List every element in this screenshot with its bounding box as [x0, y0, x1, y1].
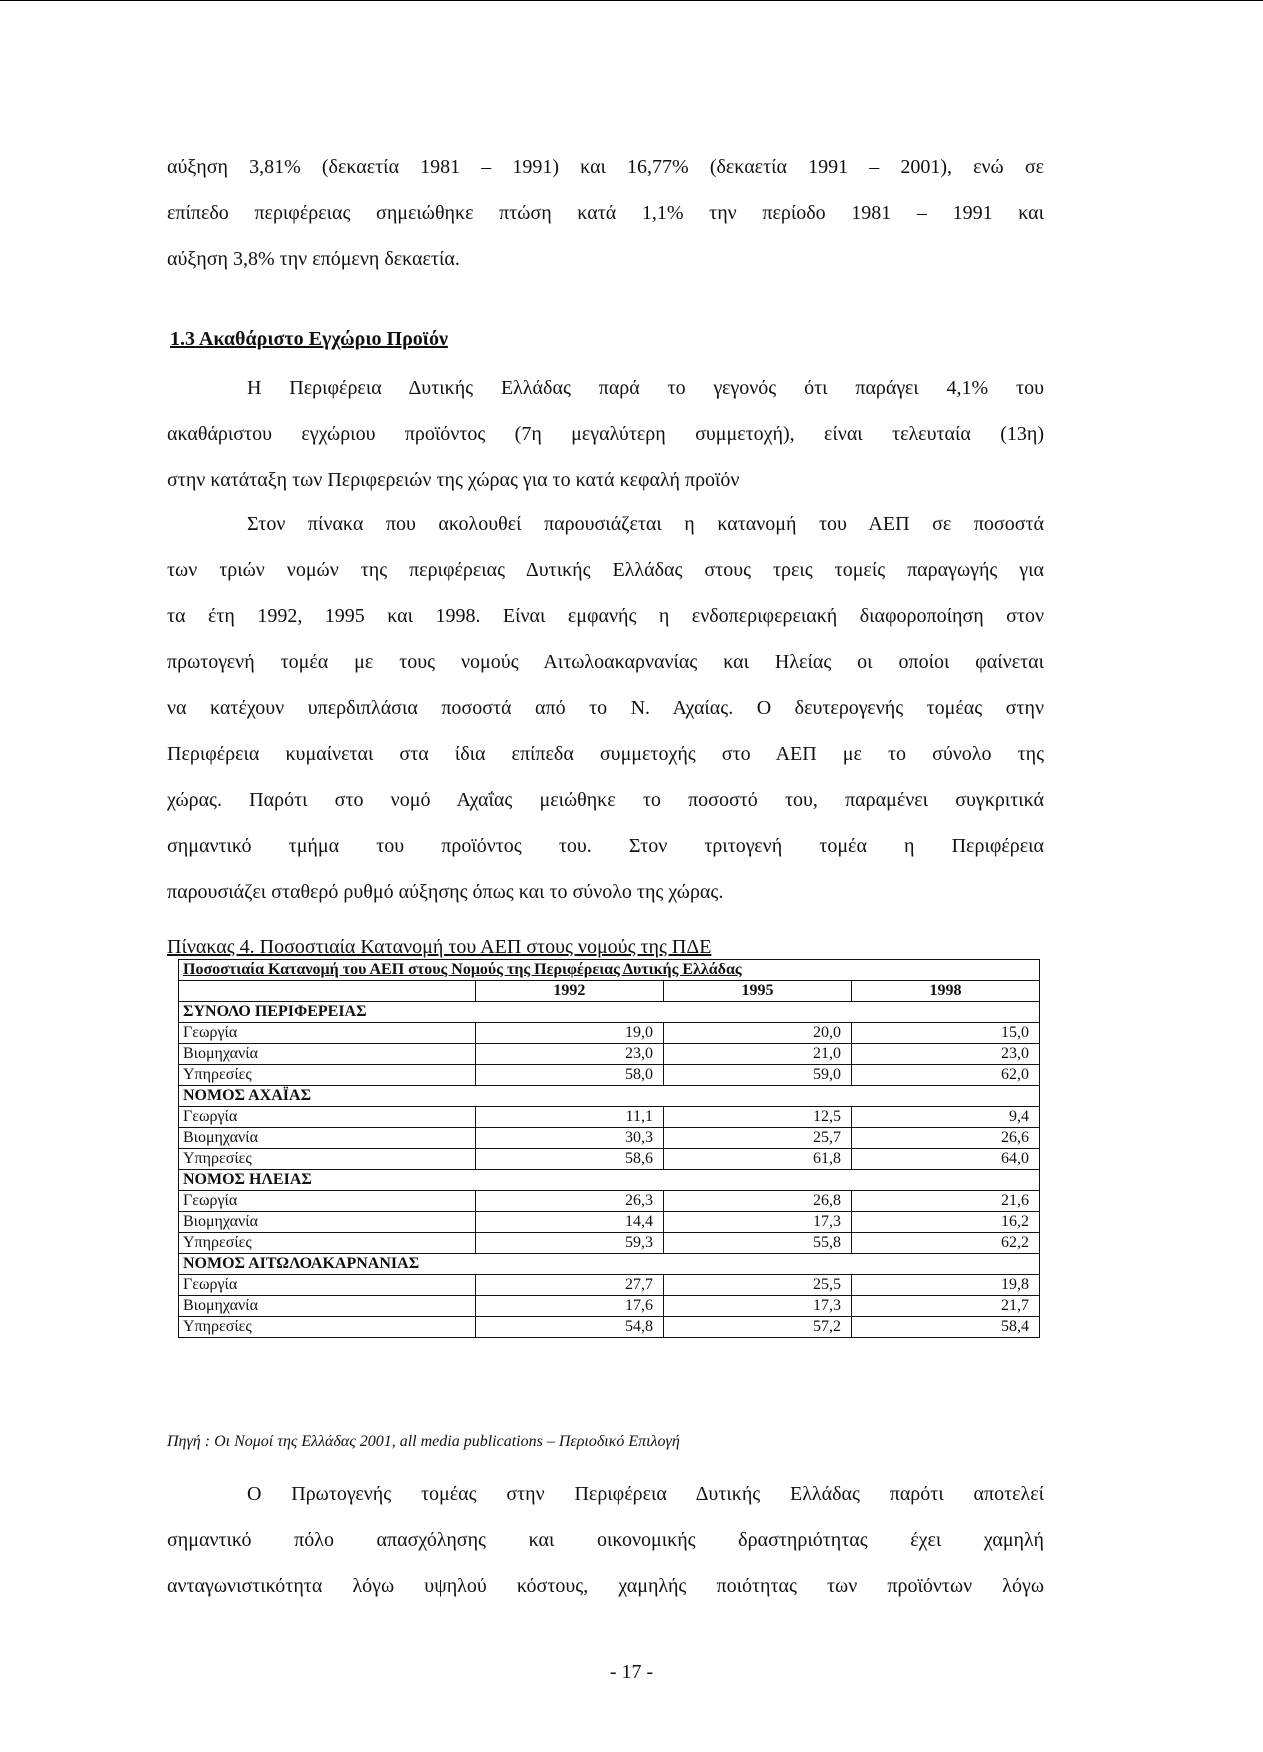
value-cell: 19,8 [851, 1275, 1039, 1296]
table-row [179, 1107, 1040, 1128]
value-cell: 17,3 [663, 1212, 851, 1233]
text-line: επίπεδο περιφέρειας σημειώθηκε πτώση κατά 1,1% την περίοδο 1981 – 1991 και [167, 202, 1044, 224]
table-row [179, 1233, 1040, 1254]
table-row [179, 1275, 1040, 1296]
section-row [179, 1086, 1040, 1107]
year-header: 1992 [475, 981, 663, 1002]
value-cell: 64,0 [851, 1149, 1039, 1170]
table-description-paragraph [167, 501, 1044, 915]
text-line: να κατέχουν υπερδιπλάσια ποσοστά από το Ν. Αχαίας. Ο δευτερογενής τομέας στην [167, 697, 1044, 719]
text-line: Περιφέρεια κυμαίνεται στα ίδια επίπεδα συμμετοχής στο ΑΕΠ με το σύνολο της [167, 743, 1044, 765]
row-label: Υπηρεσίες [179, 1149, 476, 1170]
value-cell: 21,7 [851, 1296, 1039, 1317]
row-label: Βιομηχανία [179, 1044, 476, 1065]
text-line: στην κατάταξη των Περιφερειών της χώρας για το κατά κεφαλή προϊόν [167, 469, 740, 491]
table-row [179, 1317, 1040, 1338]
row-label: Υπηρεσίες [179, 1065, 476, 1086]
section-row [179, 1002, 1040, 1023]
value-cell: 62,0 [851, 1065, 1039, 1086]
value-cell: 17,3 [663, 1296, 851, 1317]
value-cell: 54,8 [475, 1317, 663, 1338]
table-title: Ποσοστιαία Κατανομή του ΑΕΠ στους Νομούς της Περιφέρειας Δυτικής Ελλάδας [179, 960, 1040, 981]
value-cell: 9,4 [851, 1107, 1039, 1128]
text-line: ανταγωνιστικότητα λόγω υψηλού κόστους, χαμηλής ποιότητας των προϊόντων λόγω [167, 1575, 1044, 1597]
value-cell: 58,4 [851, 1317, 1039, 1338]
value-cell: 58,6 [475, 1149, 663, 1170]
text-line: χώρας. Παρότι στο νομό Αχαΐας μειώθηκε το ποσοστό του, παραμένει συγκριτικά [167, 789, 1044, 811]
value-cell: 23,0 [475, 1044, 663, 1065]
row-label: Γεωργία [179, 1107, 476, 1128]
text-line: τα έτη 1992, 1995 και 1998. Είναι εμφανής η ενδοπεριφερειακή διαφοροποίηση στον [167, 605, 1044, 627]
text-line: Η Περιφέρεια Δυτικής Ελλάδας παρά το γεγονός ότι παράγει 4,1% του [247, 377, 1044, 399]
value-cell: 25,7 [663, 1128, 851, 1149]
page-number: - 17 - [609, 1661, 654, 1683]
table-row [179, 1044, 1040, 1065]
value-cell: 26,6 [851, 1128, 1039, 1149]
row-label: Γεωργία [179, 1191, 476, 1212]
table-row [179, 1191, 1040, 1212]
row-label: Υπηρεσίες [179, 1233, 476, 1254]
text-line: Ο Πρωτογενής τομέας στην Περιφέρεια Δυτικής Ελλάδας παρότι αποτελεί [247, 1483, 1044, 1505]
section-name: ΝΟΜΟΣ ΑΙΤΩΛΟΑΚΑΡΝΑΝΙΑΣ [179, 1254, 1040, 1275]
value-cell: 12,5 [663, 1107, 851, 1128]
row-label: Γεωργία [179, 1023, 476, 1044]
section-row [179, 1170, 1040, 1191]
table-caption: Πίνακας 4. Ποσοστιαία Κατανομή του ΑΕΠ στους νομούς της ΠΔΕ [167, 936, 712, 958]
section-row [179, 1254, 1040, 1275]
table-row [179, 1128, 1040, 1149]
value-cell: 11,1 [475, 1107, 663, 1128]
value-cell: 26,8 [663, 1191, 851, 1212]
table-row [179, 1065, 1040, 1086]
table-title-row [179, 960, 1040, 981]
table-row [179, 1149, 1040, 1170]
value-cell: 20,0 [663, 1023, 851, 1044]
gdp-paragraph [167, 365, 1044, 503]
text-line: ακαθάριστου εγχώριου προϊόντος (7η μεγαλύτερη συμμετοχή), είναι τελευταία (13η) [167, 423, 1044, 445]
text-line: παρουσιάζει σταθερό ρυθμό αύξησης όπως και το σύνολο της χώρας. [167, 881, 724, 903]
text-line: Στον πίνακα που ακολουθεί παρουσιάζεται η κατανομή του ΑΕΠ σε ποσοστά [247, 513, 1044, 535]
table-row [179, 1212, 1040, 1233]
row-label: Γεωργία [179, 1275, 476, 1296]
value-cell: 26,3 [475, 1191, 663, 1212]
value-cell: 57,2 [663, 1317, 851, 1338]
value-cell: 14,4 [475, 1212, 663, 1233]
value-cell: 62,2 [851, 1233, 1039, 1254]
table-row [179, 1023, 1040, 1044]
value-cell: 59,0 [663, 1065, 851, 1086]
gdp-distribution-table [178, 959, 1040, 1338]
text-line: αύξηση 3,81% (δεκαετία 1981 – 1991) και 16,77% (δεκαετία 1991 – 2001), ενώ σε [167, 156, 1044, 178]
source-note: Πηγή : Οι Νομοί της Ελλάδας 2001, all media publications – Περιοδικό Επιλογή [167, 1433, 680, 1450]
text-line: σημαντικό πόλο απασχόλησης και οικονομικής δραστηριότητας έχει χαμηλή [167, 1529, 1044, 1551]
value-cell: 27,7 [475, 1275, 663, 1296]
section-name: ΝΟΜΟΣ ΗΛΕΙΑΣ [179, 1170, 1040, 1191]
section-name: ΝΟΜΟΣ ΑΧΑΪΑΣ [179, 1086, 1040, 1107]
table-row [179, 1296, 1040, 1317]
text-line: σημαντικό τμήμα του προϊόντος του. Στον τριτογενή τομέα η Περιφέρεια [167, 835, 1044, 857]
text-line: πρωτογενή τομέα με τους νομούς Αιτωλοακαρνανίας και Ηλείας οι οποίοι φαίνεται [167, 651, 1044, 673]
value-cell: 25,5 [663, 1275, 851, 1296]
primary-sector-paragraph [167, 1471, 1044, 1609]
value-cell: 19,0 [475, 1023, 663, 1044]
value-cell: 58,0 [475, 1065, 663, 1086]
value-cell: 30,3 [475, 1128, 663, 1149]
intro-paragraph [167, 144, 1044, 282]
value-cell: 61,8 [663, 1149, 851, 1170]
value-cell: 23,0 [851, 1044, 1039, 1065]
value-cell: 59,3 [475, 1233, 663, 1254]
year-header-row [179, 981, 1040, 1002]
value-cell: 55,8 [663, 1233, 851, 1254]
row-label: Βιομηχανία [179, 1212, 476, 1233]
row-label: Βιομηχανία [179, 1128, 476, 1149]
section-name: ΣΥΝΟΛΟ ΠΕΡΙΦΕΡΕΙΑΣ [179, 1002, 1040, 1023]
text-line: των τριών νομών της περιφέρειας Δυτικής Ελλάδας στους τρεις τομείς παραγωγής για [167, 559, 1044, 581]
empty-header-cell [179, 981, 476, 1002]
value-cell: 17,6 [475, 1296, 663, 1317]
row-label: Υπηρεσίες [179, 1317, 476, 1338]
value-cell: 21,6 [851, 1191, 1039, 1212]
value-cell: 21,0 [663, 1044, 851, 1065]
value-cell: 16,2 [851, 1212, 1039, 1233]
row-label: Βιομηχανία [179, 1296, 476, 1317]
year-header: 1998 [851, 981, 1039, 1002]
value-cell: 15,0 [851, 1023, 1039, 1044]
year-header: 1995 [663, 981, 851, 1002]
section-heading: 1.3 Ακαθάριστο Εγχώριο Προϊόν [170, 328, 448, 350]
text-line: αύξηση 3,8% την επόμενη δεκαετία. [167, 248, 460, 270]
